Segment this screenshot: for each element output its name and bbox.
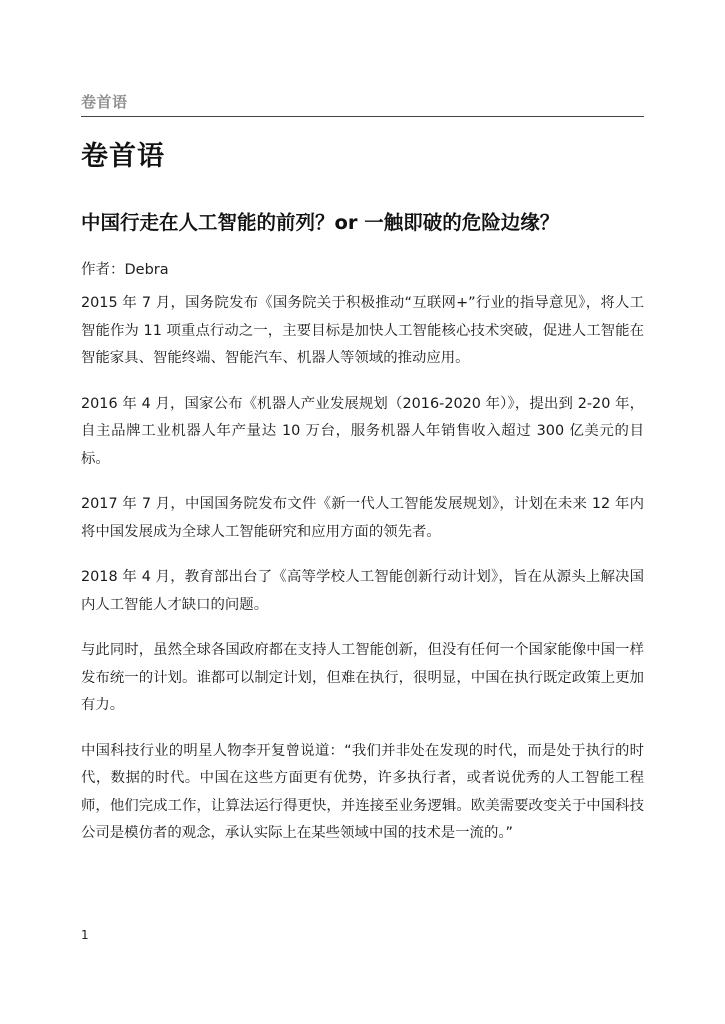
running-header: 卷首语 xyxy=(81,93,128,111)
paragraph: 中国科技行业的明星人物李开复曾说道：“我们并非处在发现的时代，而是处于执行的时代，数据的时代。中国在这些方面更有优势，许多执行者，或者说优秀的人工智能工程师，他们完成工作，让算法运行得更快，并连接至业务逻辑。欧美需要改变关于中国科技公司是模仿者的观念，承认实际上在某些领域中国的技术是一流的。” xyxy=(81,742,644,841)
page-number: 1 xyxy=(81,928,89,942)
paragraph: 与此同时，虽然全球各国政府都在支持人工智能创新，但没有任何一个国家能像中国一样发布统一的计划。谁都可以制定计划，但难在执行，很明显，中国在执行既定政策上更加有力。 xyxy=(81,642,644,713)
paragraph: 2015 年 7 月，国务院发布《国务院关于积极推动“互联网+”行业的指导意见》，将人工智能作为 11 项重点行动之一，主要目标是加快人工智能核心技术突破，促进人工智能在智能家具、智能终端、智能汽车、机器人等领域的推动应用。 xyxy=(81,295,644,366)
article-body xyxy=(81,290,644,866)
paragraph: 2016 年 4 月，国家公布《机器人产业发展规划（2016-2020 年）》，提出到 2-20 年，自主品牌工业机器人年产量达 10 万台，服务机器人年销售收入超过 300 亿美元的目标。 xyxy=(81,395,644,467)
page-title: 卷首语 xyxy=(81,141,165,172)
paragraph: 2018 年 4 月，教育部出台了《高等学校人工智能创新行动计划》，旨在从源头上解决国内人工智能人才缺口的问题。 xyxy=(81,569,644,613)
header-divider xyxy=(81,116,644,117)
article-title: 中国行走在人工智能的前列？or 一触即破的危险边缘？ xyxy=(81,211,560,234)
article-author: 作者：Debra xyxy=(81,262,169,278)
paragraph: 2017 年 7 月，中国国务院发布文件《新一代人工智能发展规划》，计划在未来 12 年内将中国发展成为全球人工智能研究和应用方面的领先者。 xyxy=(81,496,644,540)
